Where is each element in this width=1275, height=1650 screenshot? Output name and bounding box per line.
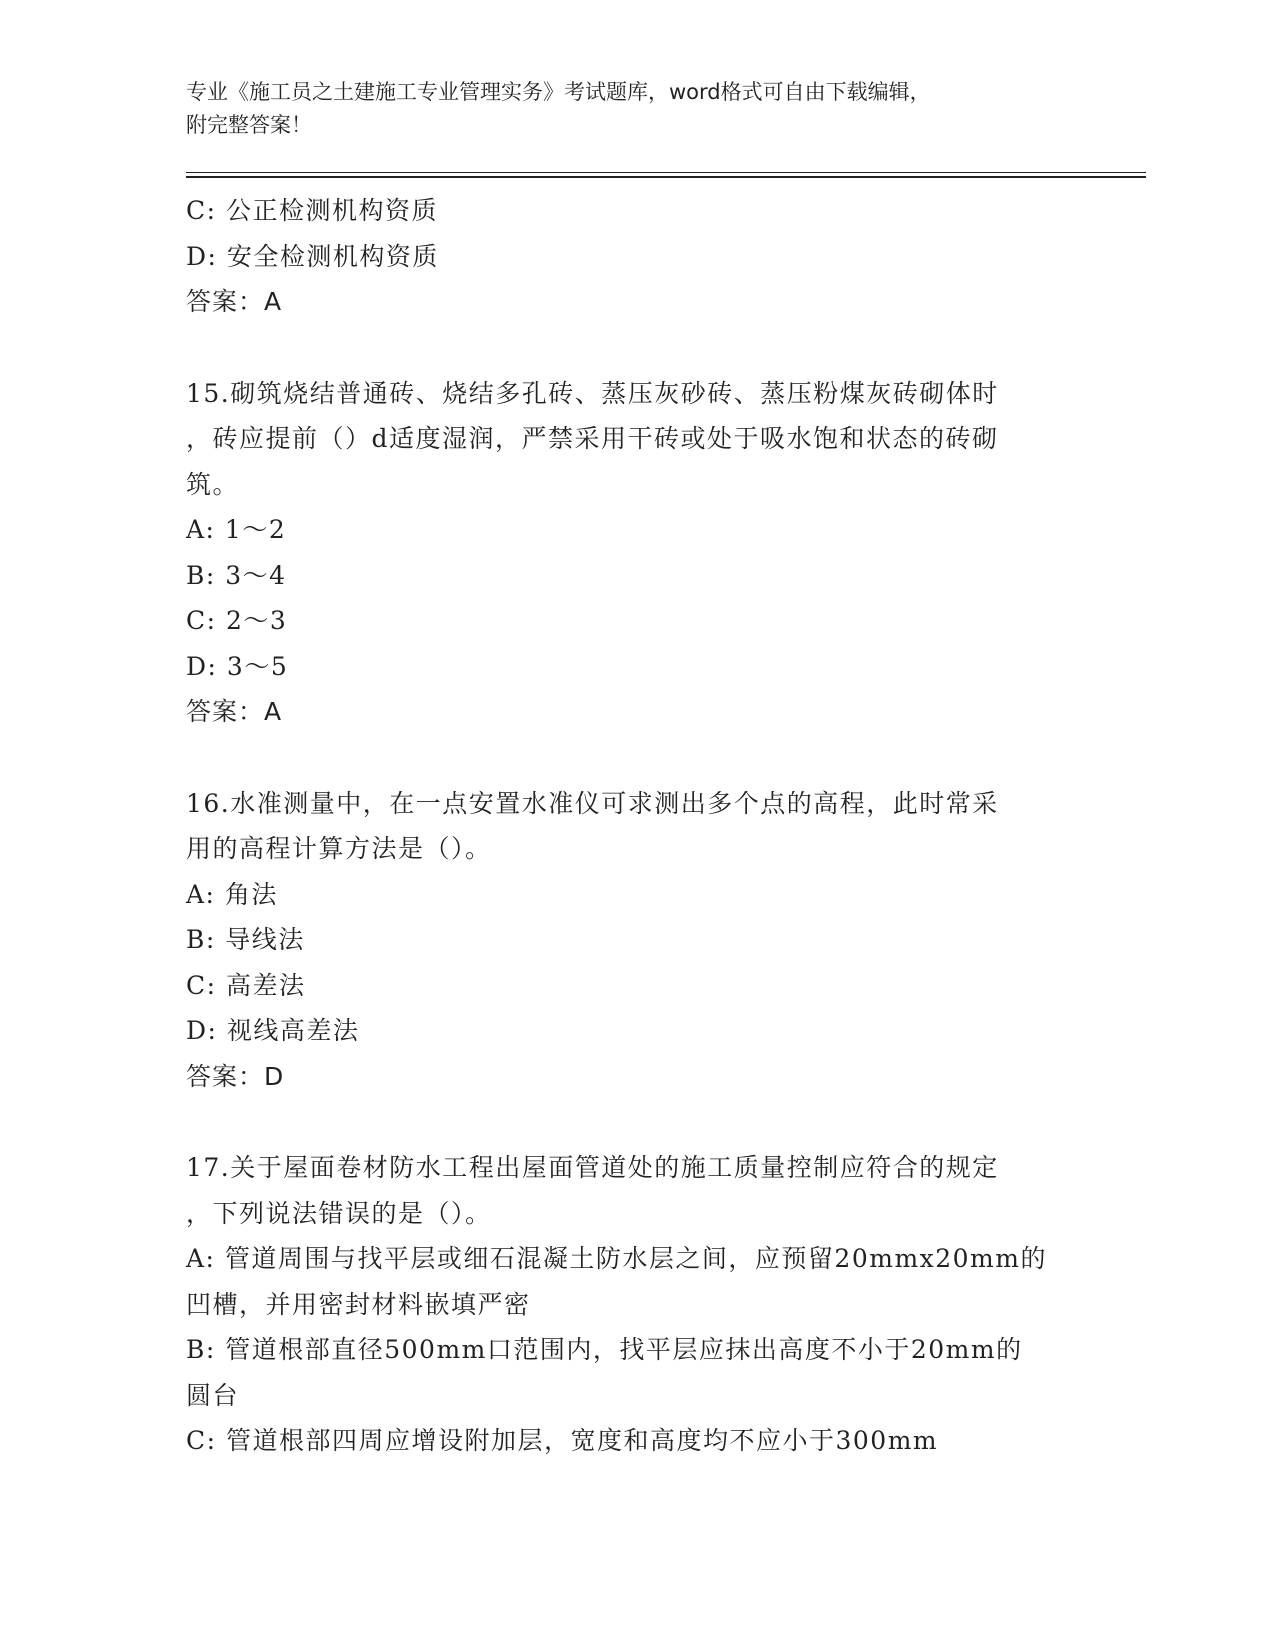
answer: 答案：D — [186, 1061, 285, 1091]
document-header — [186, 76, 1086, 142]
option-b: B: 导线法 — [186, 925, 305, 954]
question-15 — [186, 371, 1086, 735]
option-c: C: 公正检测机构资质 — [186, 196, 438, 225]
option-a: A: 管道周围与找平层或细石混凝土防水层之间，应预留20mmx20mm的 — [186, 1244, 1047, 1273]
header-line: 专业《施工员之土建施工专业管理实务》考试题库，word格式可自由下载编辑， — [186, 80, 931, 104]
question-list — [186, 188, 1086, 1464]
previous-question-tail — [186, 188, 1086, 325]
option-c: C: 高差法 — [186, 970, 306, 1000]
option-b: B: 3～4 — [186, 560, 287, 590]
option-c: C: 2～3 — [186, 606, 288, 635]
answer: 答案：A — [186, 287, 283, 316]
option-a: A: 角法 — [186, 879, 278, 909]
option-d: D: 3～5 — [186, 651, 289, 681]
option-b: B: 管道根部直径500mm口范围内，找平层应抹出高度不小于20mm的 — [186, 1335, 1023, 1364]
question-text: ，下列说法错误的是（）。 — [186, 1198, 492, 1228]
answer: 答案：A — [186, 697, 283, 726]
header-rule-thin — [186, 172, 1146, 173]
option-a-continued: 凹槽，并用密封材料嵌填严密 — [186, 1289, 531, 1319]
question-text: ，砖应提前（）d适度湿润，严禁采用干砖或处于吸水饱和状态的砖砌 — [186, 424, 999, 453]
header-rule-thick — [186, 176, 1146, 178]
question-16 — [186, 781, 1086, 1100]
option-d: D: 安全检测机构资质 — [186, 241, 439, 271]
question-text: 16.水准测量中，在一点安置水准仪可求测出多个点的高程，此时常采 — [186, 788, 999, 818]
question-17 — [186, 1145, 1086, 1464]
option-a: A: 1～2 — [186, 515, 287, 544]
header-line: 附完整答案！ — [186, 113, 312, 137]
question-text: 15.砌筑烧结普通砖、烧结多孔砖、蒸压灰砂砖、蒸压粉煤灰砖砌体时 — [186, 378, 999, 408]
option-b-continued: 圆台 — [186, 1380, 240, 1410]
option-c: C: 管道根部四周应增设附加层，宽度和高度均不应小于300mm — [186, 1426, 939, 1455]
question-text: 筑。 — [186, 469, 240, 499]
option-d: D: 视线高差法 — [186, 1016, 360, 1045]
question-text: 用的高程计算方法是（）。 — [186, 834, 492, 863]
question-text: 17.关于屋面卷材防水工程出屋面管道处的施工质量控制应符合的规定 — [186, 1153, 999, 1182]
